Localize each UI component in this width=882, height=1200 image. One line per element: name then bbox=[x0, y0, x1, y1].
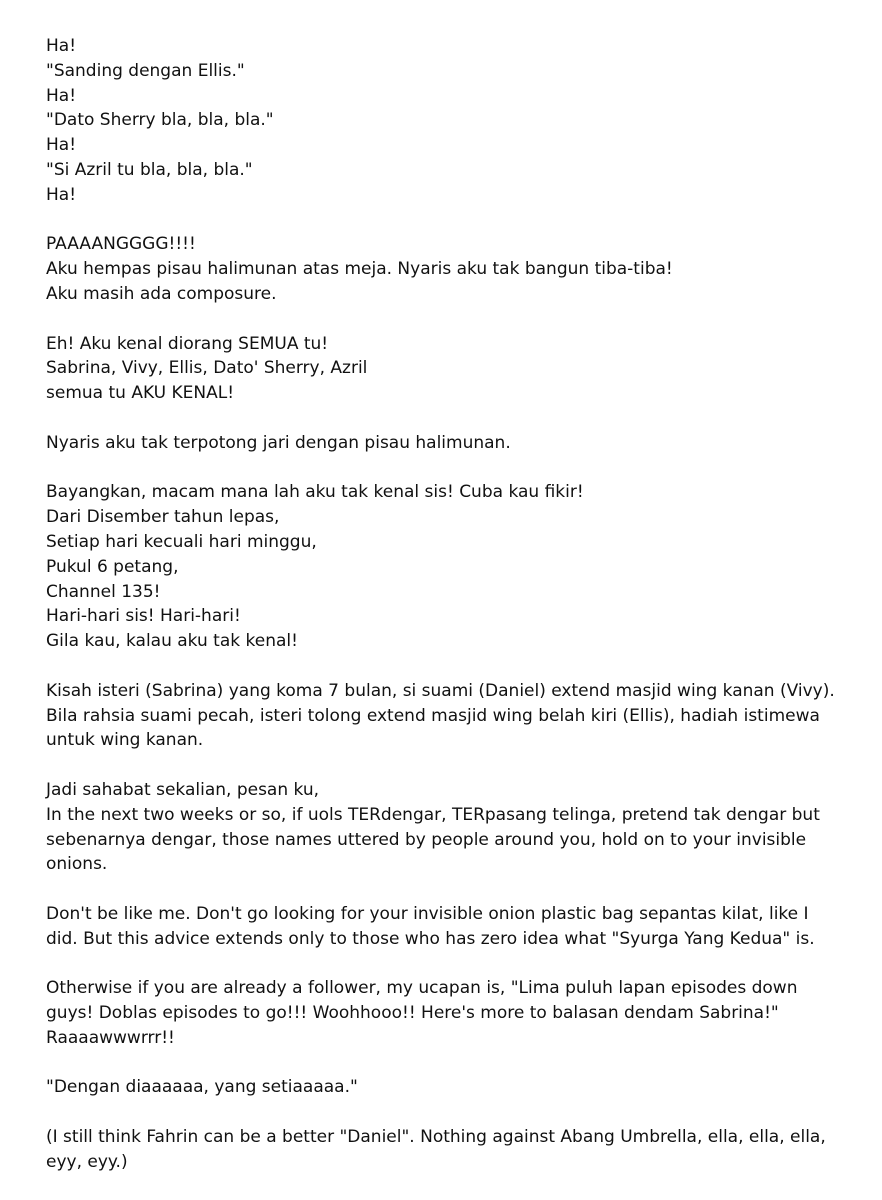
text-line: Ha! bbox=[46, 36, 77, 56]
paragraph bbox=[46, 976, 846, 1050]
text-line: Ha! bbox=[46, 135, 77, 156]
text-line: Jadi sahabat sekalian, pesan ku, bbox=[46, 779, 320, 800]
text-line: "Dengan diaaaaaa, yang setiaaaaa." bbox=[46, 1077, 358, 1098]
text-line: eyy, eyy.) bbox=[46, 1151, 128, 1172]
text-line: "Dato Sherry bla, bla, bla." bbox=[46, 110, 274, 131]
text-line: Kisah isteri (Sabrina) yang koma 7 bulan, si suami (Daniel) extend masjid wing kanan (Vivy). bbox=[46, 680, 835, 701]
paragraph bbox=[46, 778, 846, 877]
text-line: "Sanding dengan Ellis." bbox=[46, 60, 245, 81]
text-line: sebenarnya dengar, those names uttered by people around you, hold on to your invisible bbox=[46, 829, 807, 850]
paragraph bbox=[46, 1125, 846, 1175]
text-line: In the next two weeks or so, if uols TERdengar, TERpasang telinga, pretend tak dengar but bbox=[46, 804, 820, 825]
paragraph bbox=[46, 480, 846, 654]
paragraph bbox=[46, 232, 846, 306]
text-line: semua tu AKU KENAL! bbox=[46, 383, 235, 404]
text-line: Aku hempas pisau halimunan atas meja. Nyaris aku tak bangun tiba-tiba! bbox=[46, 259, 673, 280]
text-line: Dari Disember tahun lepas, bbox=[46, 507, 280, 528]
text-line: Setiap hari kecuali hari minggu, bbox=[46, 531, 317, 552]
text-line: Nyaris aku tak terpotong jari dengan pisau halimunan. bbox=[46, 432, 511, 453]
paragraph bbox=[46, 431, 846, 456]
paragraph bbox=[46, 332, 846, 406]
text-line: Bila rahsia suami pecah, isteri tolong extend masjid wing belah kiri (Ellis), hadiah istimewa bbox=[46, 705, 820, 726]
text-line: Ha! bbox=[46, 184, 77, 205]
text-line: did. But this advice extends only to those who has zero idea what "Syurga Yang Kedua" is. bbox=[46, 928, 815, 949]
document-body bbox=[46, 34, 846, 1175]
text-line: Ha! bbox=[46, 85, 77, 106]
text-line: Don't be like me. Don't go looking for your invisible onion plastic bag sepantas kilat, like I bbox=[46, 903, 809, 924]
text-line: Pukul 6 petang, bbox=[46, 556, 179, 577]
paragraph bbox=[46, 902, 846, 952]
text-line: Raaaawwwrrr!! bbox=[46, 1027, 175, 1048]
text-line: onions. bbox=[46, 854, 108, 875]
text-line: guys! Doblas episodes to go!!! Woohhooo!! Here's more to balasan dendam Sabrina!" bbox=[46, 1003, 779, 1024]
text-line: Aku masih ada composure. bbox=[46, 283, 277, 304]
text-line: untuk wing kanan. bbox=[46, 730, 204, 751]
text-line: PAAAANGGGG!!!! bbox=[46, 234, 196, 255]
text-line: Sabrina, Vivy, Ellis, Dato' Sherry, Azril bbox=[46, 358, 368, 379]
text-line: Hari-hari sis! Hari-hari! bbox=[46, 606, 241, 627]
paragraph bbox=[46, 1075, 846, 1100]
paragraph bbox=[46, 34, 846, 208]
text-line: (I still think Fahrin can be a better "Daniel". Nothing against Abang Umbrella, ella, ella, ella, bbox=[46, 1127, 826, 1148]
text-line: Gila kau, kalau aku tak kenal! bbox=[46, 631, 298, 652]
text-line: Otherwise if you are already a follower, my ucapan is, "Lima puluh lapan episodes down bbox=[46, 978, 798, 999]
text-line: Bayangkan, macam mana lah aku tak kenal sis! Cuba kau fikir! bbox=[46, 482, 584, 503]
text-line: "Si Azril tu bla, bla, bla." bbox=[46, 159, 253, 180]
text-line: Eh! Aku kenal diorang SEMUA tu! bbox=[46, 333, 329, 354]
text-line: Channel 135! bbox=[46, 581, 161, 602]
paragraph bbox=[46, 679, 846, 753]
